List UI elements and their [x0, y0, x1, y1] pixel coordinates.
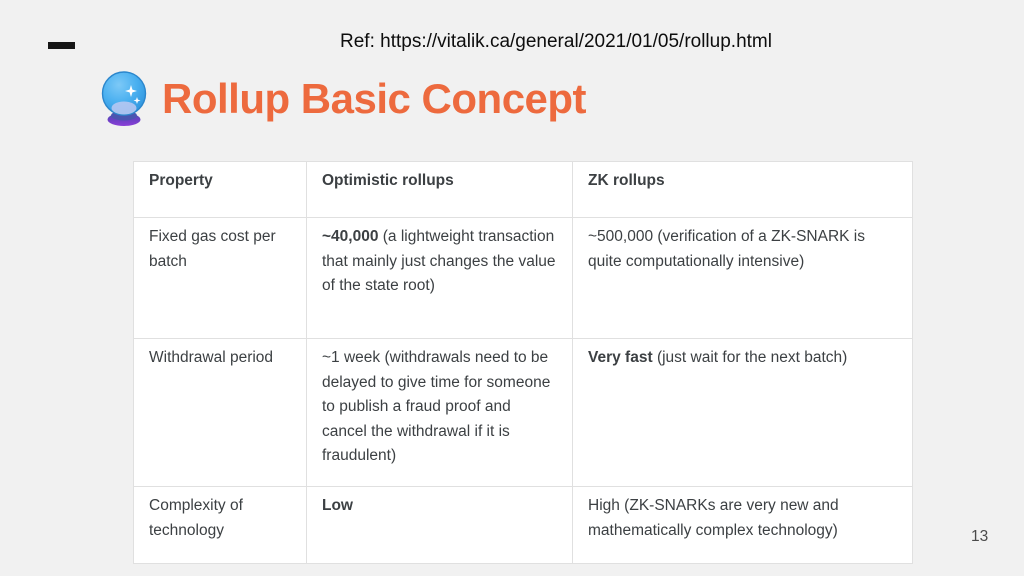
rollup-comparison-table	[133, 161, 913, 564]
table-header-row	[134, 162, 913, 218]
page-number: 13	[971, 528, 989, 545]
cell-withdrawal-property: Withdrawal period	[134, 339, 307, 487]
cell-gas-cost-property: Fixed gas cost per batch	[134, 218, 307, 339]
header-cell-zk-rollups: ZK rollups	[573, 162, 913, 218]
crystal-ball-icon	[98, 70, 150, 127]
table-row	[134, 218, 913, 339]
cell-complexity-property: Complexity of technology	[134, 487, 307, 564]
reference-url-text: Ref: https://vitalik.ca/general/2021/01/05/rollup.html	[340, 31, 772, 52]
cell-gas-cost-zk: ~500,000 (verification of a ZK-SNARK is quite computationally intensive)	[573, 218, 913, 339]
table-row	[134, 487, 913, 564]
title-row	[98, 70, 586, 127]
slide-title: Rollup Basic Concept	[162, 74, 587, 122]
cell-complexity-optimistic: Low	[307, 487, 573, 564]
dash-mark	[48, 42, 75, 49]
header-cell-property: Property	[134, 162, 307, 218]
header-cell-optimistic-rollups: Optimistic rollups	[307, 162, 573, 218]
table-row	[134, 339, 913, 487]
cell-withdrawal-optimistic: ~1 week (withdrawals need to be delayed to give time for someone to publish a fraud proof and cancel the withdrawal if it is fraudulent)	[307, 339, 573, 487]
cell-withdrawal-zk: Very fast (just wait for the next batch)	[573, 339, 913, 487]
cell-gas-cost-optimistic: ~40,000 (a lightweight transaction that mainly just changes the value of the state root)	[307, 218, 573, 339]
cell-complexity-zk: High (ZK-SNARKs are very new and mathematically complex technology)	[573, 487, 913, 564]
